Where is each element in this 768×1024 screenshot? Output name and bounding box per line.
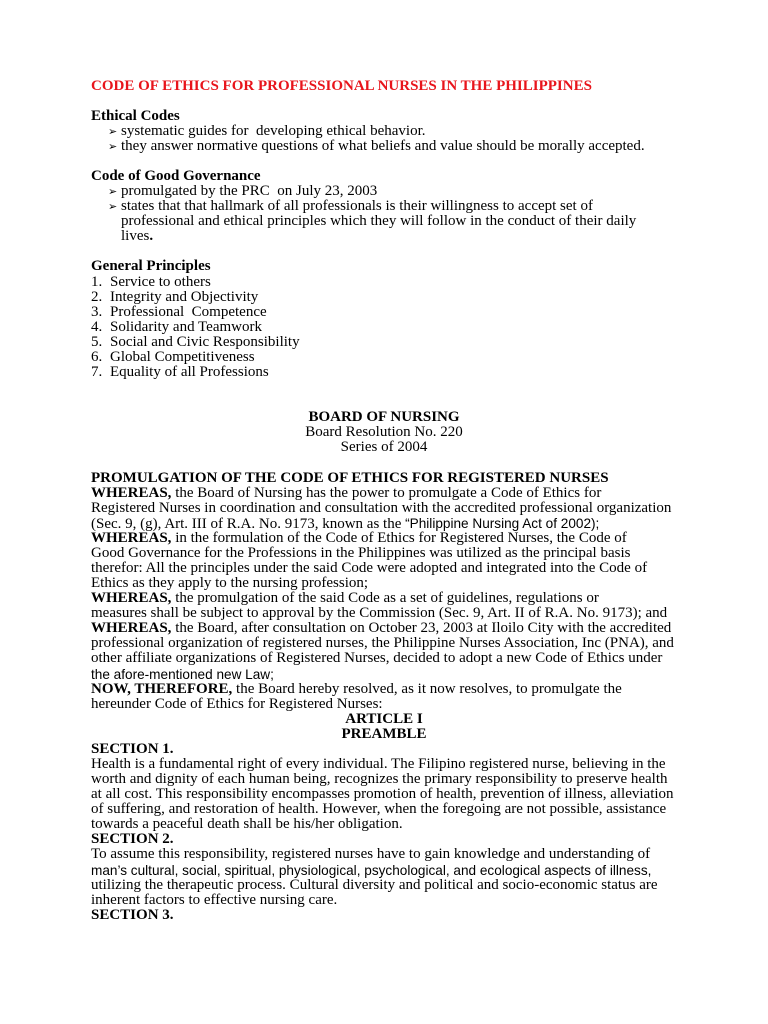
clause-line xyxy=(91,486,677,501)
section-text-line: of suffering, and restoration of health. However, when the foregoing are not possible, assistance xyxy=(91,801,667,818)
clause-text: (Sec. 9, (g), Art. III of R.A. No. 9173, known as the xyxy=(91,515,402,532)
blank-line xyxy=(91,380,677,395)
blank-line xyxy=(91,455,677,470)
arrowhead-bullet-icon: ➢ xyxy=(108,200,118,214)
bullet-text: systematic guides for developing ethical behavior. xyxy=(121,122,426,139)
principle-item xyxy=(91,335,677,350)
section-text-line: at all cost. This responsibility encompasses promotion of health, prevention of illness, alleviation xyxy=(91,786,674,803)
good-governance-bullet xyxy=(91,199,677,214)
principle-number: 6. xyxy=(91,348,103,365)
principle-text: Equality of all Professions xyxy=(110,363,269,380)
principle-item xyxy=(91,320,677,335)
principle-number: 4. xyxy=(91,318,103,335)
principle-number: 5. xyxy=(91,333,103,350)
clause-text: the promulgation of the said Code as a set of guidelines, regulations or xyxy=(175,590,599,607)
clause-line xyxy=(91,621,677,636)
clause-line xyxy=(91,682,677,697)
board-resolution-number: Board Resolution No. 220 xyxy=(305,424,463,441)
section-heading: SECTION 2. xyxy=(91,831,174,848)
principle-number: 2. xyxy=(91,288,103,305)
whereas-lead: WHEREAS, xyxy=(91,484,172,501)
clause-line: the afore-mentioned new Law; xyxy=(91,666,274,682)
article-title: PREAMBLE xyxy=(341,725,427,742)
now-therefore-lead: NOW, THEREFORE, xyxy=(91,680,233,697)
document-title: CODE OF ETHICS FOR PROFESSIONAL NURSES IN THE PHILIPPINES xyxy=(91,77,592,94)
clause-line: other affiliate organizations of Registered Nurses, decided to adopt a new Code of Ethics under xyxy=(91,650,663,667)
principle-text: Professional Competence xyxy=(110,303,267,320)
clause-line xyxy=(91,516,677,531)
clause-line: Registered Nurses in coordination and consultation with the accredited professional organization xyxy=(91,499,672,516)
principle-text: Global Competitiveness xyxy=(110,348,255,365)
section-text-line: towards a peaceful death shall be his/her obligation. xyxy=(91,816,403,833)
clause-line: Good Governance for the Professions in the Philippines was utilized as the principal basis xyxy=(91,544,631,561)
section-text-line: To assume this responsibility, registered nurses have to gain knowledge and understanding of xyxy=(91,846,651,863)
blank-line xyxy=(91,244,677,259)
ethical-codes-bullet xyxy=(91,124,677,139)
principle-number: 1. xyxy=(91,273,103,290)
ethical-codes-bullet xyxy=(91,139,677,154)
principle-item xyxy=(91,305,677,320)
principle-number: 7. xyxy=(91,363,103,380)
blank-line xyxy=(91,154,677,169)
section-text-line: Health is a fundamental right of every individual. The Filipino registered nurse, believing in the xyxy=(91,756,666,773)
arrowhead-bullet-icon: ➢ xyxy=(108,139,118,153)
document-page xyxy=(91,79,677,923)
bullet-text: professional and ethical principles which they will follow in the conduct of their daily xyxy=(121,213,637,230)
principle-item xyxy=(91,365,677,380)
board-name: BOARD OF NURSING xyxy=(308,409,460,426)
act-name: “Philippine Nursing Act of 2002); xyxy=(405,515,600,531)
clause-line xyxy=(91,531,677,546)
clause-line: Ethics as they apply to the nursing profession; xyxy=(91,575,369,592)
principle-text: Solidarity and Teamwork xyxy=(110,318,262,335)
clause-text: the Board of Nursing has the power to promulgate a Code of Ethics for xyxy=(175,484,602,501)
clause-text: the Board, after consultation on October 23, 2003 at Iloilo City with the accredited xyxy=(175,620,672,637)
bullet-end-mark: . xyxy=(149,228,154,245)
clause-line xyxy=(91,591,677,606)
bullet-continuation-line xyxy=(91,214,677,229)
section-text-line: utilizing the therapeutic process. Cultural diversity and political and socio-economic status are xyxy=(91,876,658,893)
clause-text: in the formulation of the Code of Ethics for Registered Nurses, the Code of xyxy=(175,529,627,546)
clause-line: measures shall be subject to approval by the Commission (Sec. 9, Art. II of R.A. No. 9173); and xyxy=(91,605,668,622)
section-text-line: inherent factors to effective nursing care. xyxy=(91,891,338,908)
arrowhead-bullet-icon: ➢ xyxy=(108,124,118,138)
ethical-codes-heading: Ethical Codes xyxy=(91,107,180,124)
bullet-text: states that that hallmark of all professionals is their willingness to accept set of xyxy=(121,198,593,215)
clause-line: professional organization of registered nurses, the Philippine Nurses Association, Inc (PNA), and xyxy=(91,635,674,652)
arrowhead-bullet-icon: ➢ xyxy=(108,185,118,199)
principle-text: Social and Civic Responsibility xyxy=(110,333,300,350)
promulgation-heading: PROMULGATION OF THE CODE OF ETHICS FOR REGISTERED NURSES xyxy=(91,469,609,486)
principle-item xyxy=(91,290,677,305)
good-governance-heading: Code of Good Governance xyxy=(91,167,261,184)
clause-line: therefor: All the principles under the said Code were adopted and integrated into the Code of xyxy=(91,560,648,576)
whereas-lead: WHEREAS, xyxy=(91,620,172,637)
principle-number: 3. xyxy=(91,303,103,320)
clause-text: the Board hereby resolved, as it now resolves, to promulgate the xyxy=(236,680,622,697)
bullet-continuation-line xyxy=(91,229,677,244)
section-heading: SECTION 1. xyxy=(91,740,174,757)
good-governance-bullet xyxy=(91,184,677,199)
general-principles-heading: General Principles xyxy=(91,258,211,275)
blank-line xyxy=(91,94,677,109)
clause-line: hereunder Code of Ethics for Registered Nurses: xyxy=(91,695,383,712)
bullet-text: promulgated by the PRC on July 23, 2003 xyxy=(121,183,378,200)
principle-text: Integrity and Objectivity xyxy=(110,288,259,305)
principle-item xyxy=(91,350,677,365)
principle-text: Service to others xyxy=(110,273,211,290)
article-number: ARTICLE I xyxy=(345,710,423,727)
whereas-lead: WHEREAS, xyxy=(91,529,172,546)
bullet-text: they answer normative questions of what beliefs and value should be morally accepted. xyxy=(121,137,645,154)
section-heading: SECTION 3. xyxy=(91,906,174,923)
blank-line xyxy=(91,395,677,410)
principle-item xyxy=(91,275,677,290)
bullet-text: lives xyxy=(121,228,150,245)
board-resolution-series: Series of 2004 xyxy=(340,439,428,456)
section-text-line: worth and dignity of each human being, recognizes the primary responsibility to preserve health xyxy=(91,771,668,788)
whereas-lead: WHEREAS, xyxy=(91,590,172,607)
section-text-line: man’s cultural, social, spiritual, physiological, psychological, and ecological aspects of illness, xyxy=(91,862,652,878)
